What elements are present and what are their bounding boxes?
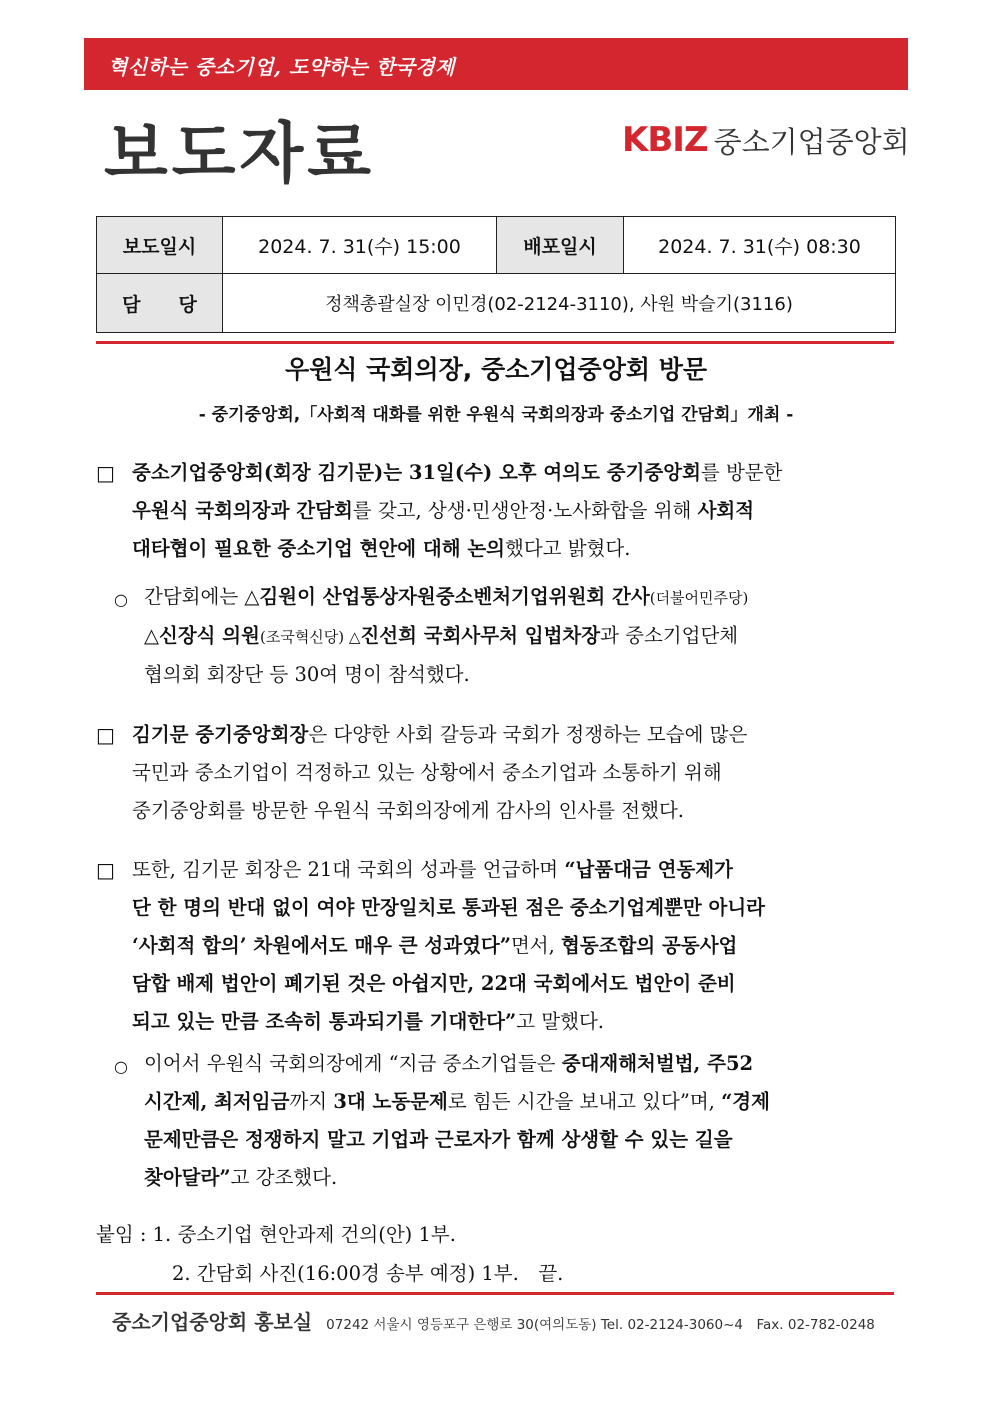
bullet-circle: ○: [114, 1057, 128, 1076]
logo-mark: KBIZ: [622, 120, 708, 160]
paragraph-1: 중소기업중앙회(회장 김기문)는 31일(수) 오후 여의도 중기중앙회를 방문한 우원식 국회의장과 간담회를 갖고, 상생·민생안정·노사화합을 위해 사회적 대타협이 필요한 중소기업 현안에 대해 논의했다고 밝혔다.: [132, 461, 783, 560]
divider-bottom: [96, 1292, 894, 1295]
report-date-label: 보도일시: [97, 217, 223, 274]
footer-address: 07242 서울시 영등포구 은행로 30(여의도동) Tel. 02-2124-3060~4 Fax. 02-782-0248: [326, 1317, 875, 1333]
release-date-value: 2024. 7. 31(수) 08:30: [624, 217, 896, 274]
attachment-line-2: 2. 간담회 사진(16:00경 송부 예정) 1부. 끝.: [172, 1262, 564, 1285]
footer-org: 중소기업중앙회 홍보실: [112, 1310, 313, 1334]
bullet-square: □: [96, 723, 115, 747]
contact-value: 정책총괄실장 이민경(02-2124-3110), 사원 박슬기(3116): [223, 274, 896, 333]
subheadline: - 중기중앙회,「사회적 대화를 위한 우원식 국회의장과 중소기업 간담회」개최 -: [198, 405, 794, 425]
footer: [112, 1306, 875, 1335]
press-release-title: 보도자료: [104, 115, 376, 192]
paragraph-3a: 이어서 우원식 국회의장에게 “지금 중소기업들은 중대재해처벌법, 주52 시간제, 최저임금까지 3대 노동문제로 힘든 시간을 보내고 있다”며, “경제 문제만큼은 정쟁하지 말고 기업과 근로자가 함께 상생할 수 있는 길을 찾아달라”고 강조했다.: [144, 1052, 770, 1189]
paragraph-1a: 간담회에는 △김원이 산업통상자원중소벤처기업위원회 간사(더불어민주당) △신장식 의원(조국혁신당) △진선희 국회사무처 입법차장과 중소기업단체 협의회 회장단 등 30여 명이 참석했다.: [144, 585, 749, 686]
banner-slogan: 혁신하는 중소기업, 도약하는 한국경제: [108, 55, 455, 79]
attachment-line-1: 붙임 : 1. 중소기업 현안과제 건의(안) 1부.: [96, 1223, 456, 1246]
bullet-square: □: [96, 858, 115, 882]
divider-top: [96, 341, 894, 344]
release-date-label: 배포일시: [497, 217, 624, 274]
paragraph-3: 또한, 김기문 회장은 21대 국회의 성과를 언급하며 “납품대금 연동제가 단 한 명의 반대 없이 여야 만장일치로 통과된 점은 중소기업계뿐만 아니라 ‘사회적 합의’ 차원에서도 매우 큰 성과였다”면서, 협동조합의 공동사업 담합 배제 법안이 폐기된 것은 아쉽지만, 22대 국회에서도 법안이 준비 되고 있는 만큼 조속히 통과되기를 기대한다”고 말했다.: [132, 858, 765, 1033]
bullet-circle: ○: [114, 590, 128, 609]
contact-label: 담 당: [97, 274, 223, 333]
report-date-value: 2024. 7. 31(수) 15:00: [223, 217, 497, 274]
headline: 우원식 국회의장, 중소기업중앙회 방문: [284, 355, 707, 384]
logo-org-name: 중소기업중앙회: [713, 124, 910, 159]
top-banner: [84, 38, 908, 90]
paragraph-2: 김기문 중기중앙회장은 다양한 사회 갈등과 국회가 정쟁하는 모습에 많은 국민과 중소기업이 걱정하고 있는 상황에서 중소기업과 소통하기 위해 중기중앙회를 방문한 우원식 국회의장에게 감사의 인사를 전했다.: [132, 723, 748, 822]
bullet-square: □: [96, 461, 115, 485]
release-info-table: [96, 216, 896, 333]
kbiz-logo: [622, 120, 910, 160]
